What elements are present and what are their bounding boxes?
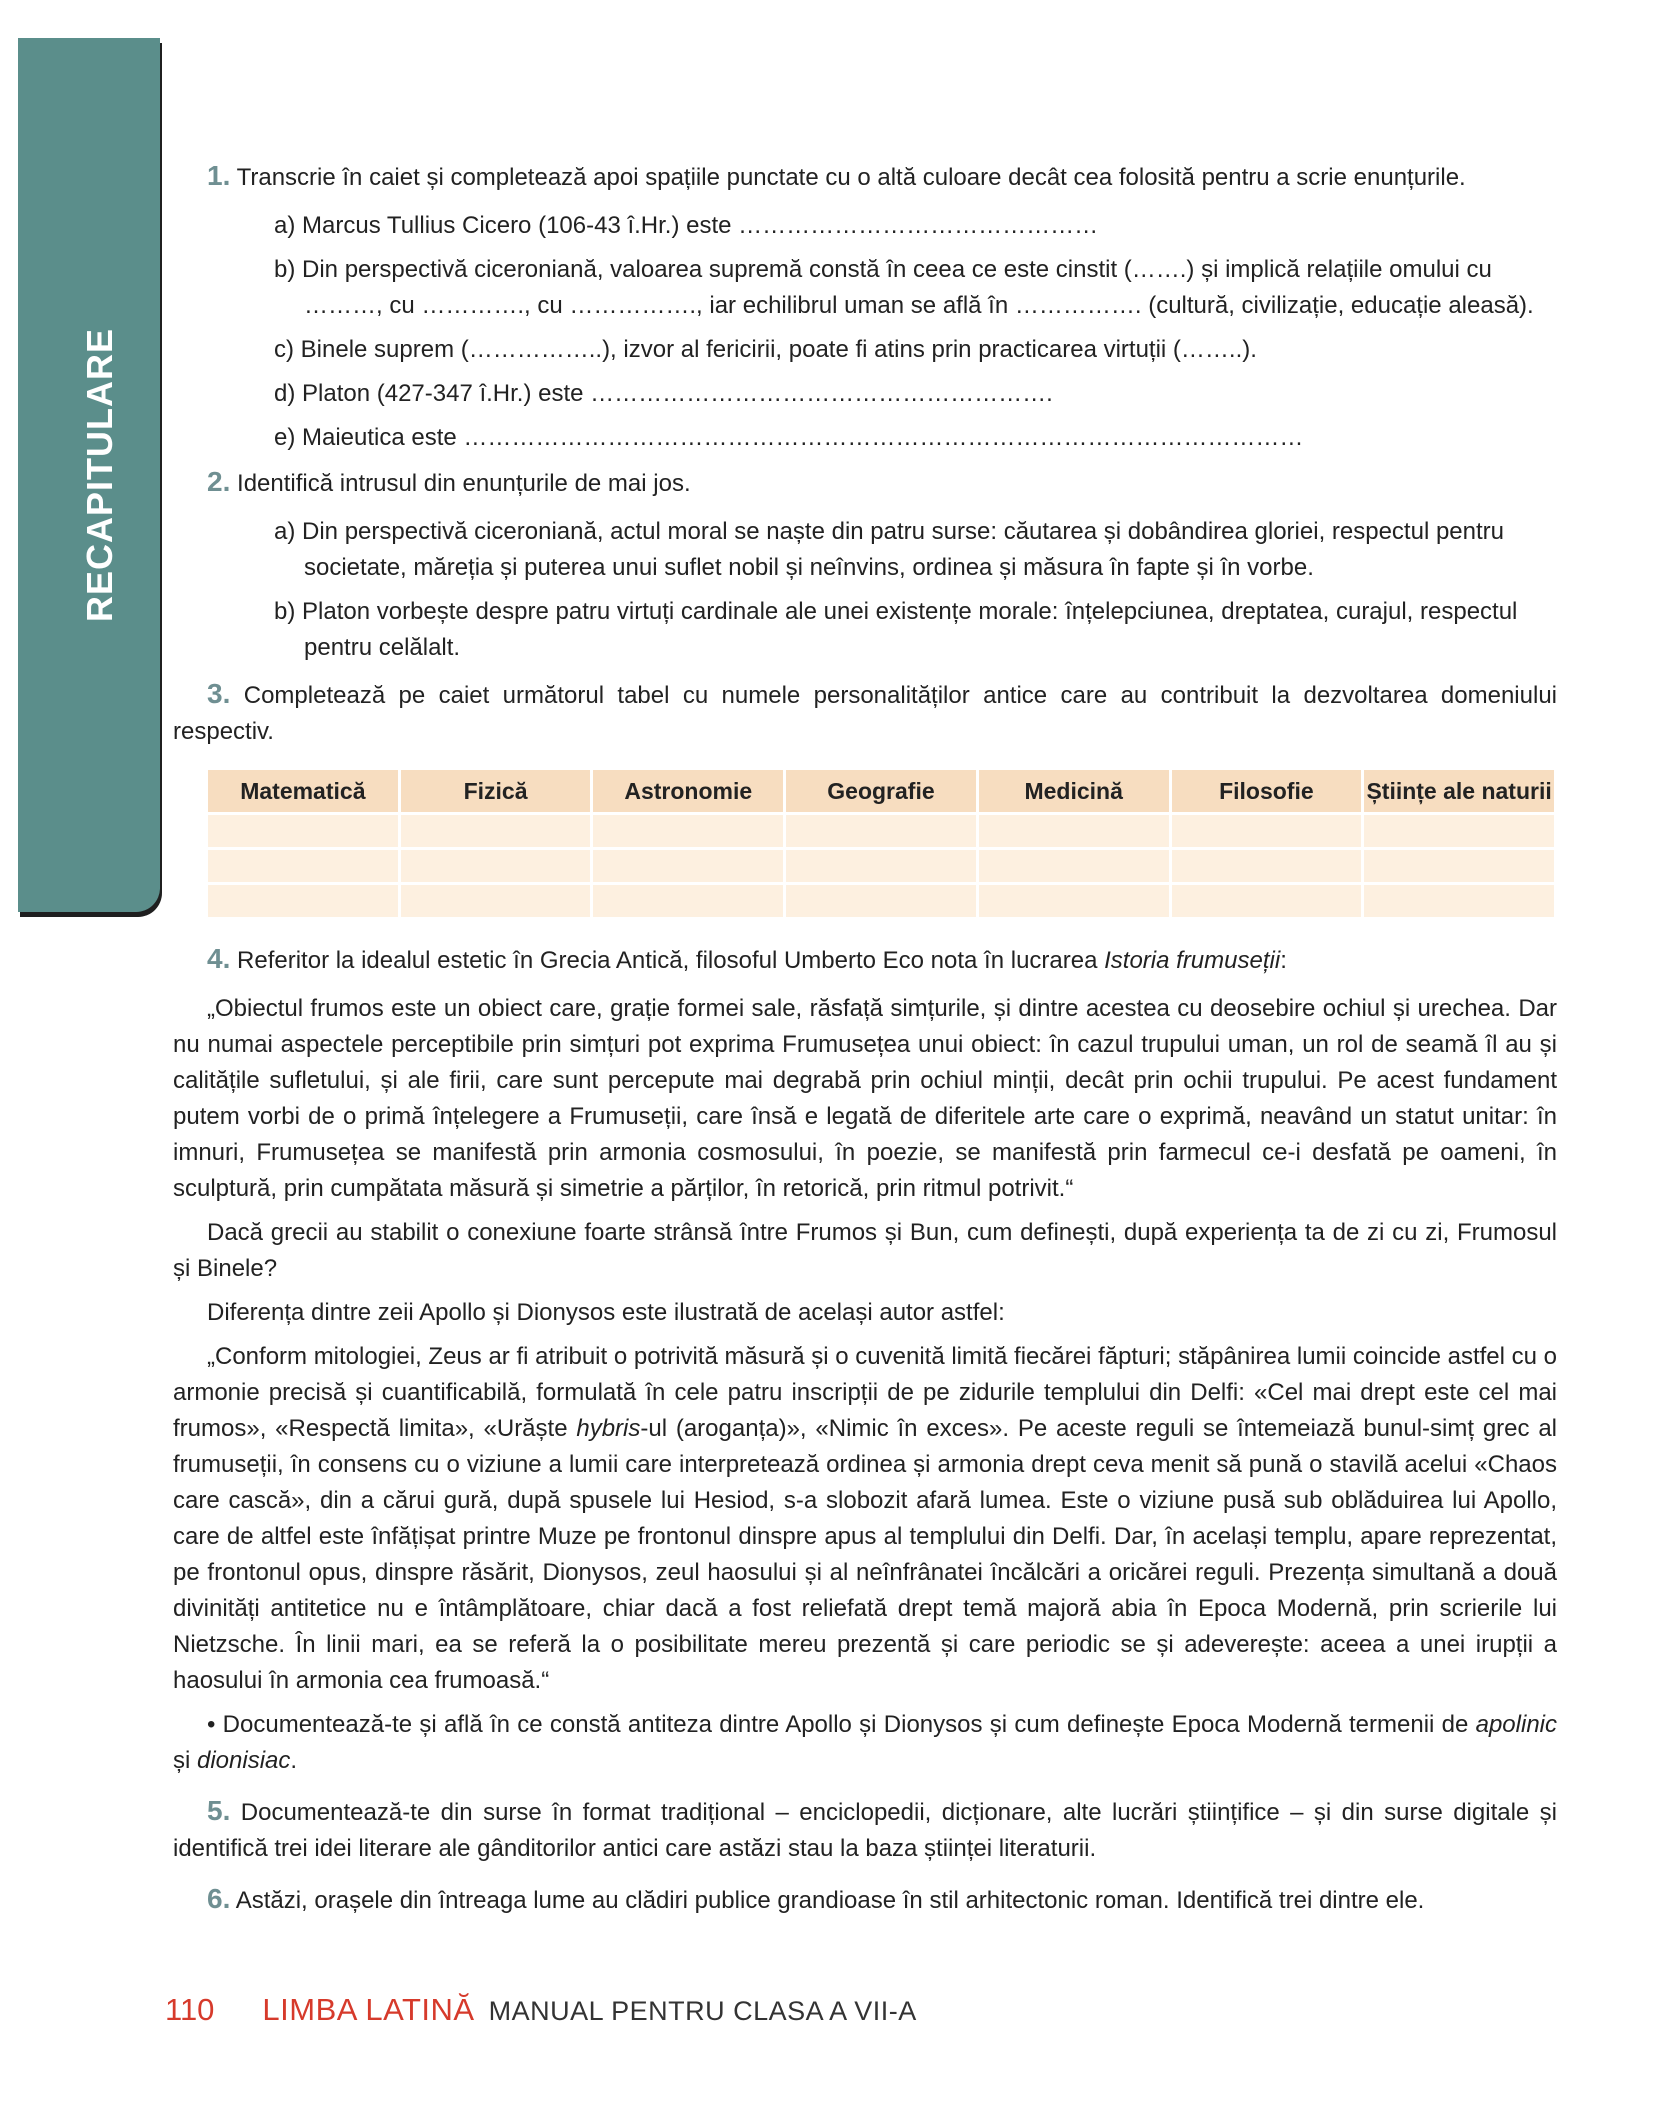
question-1-item-c: c) Binele suprem (……………..), izvor al fericirii, poate fi atins prin practicarea virtuții (……..). — [274, 336, 1257, 363]
question-3 — [173, 676, 1557, 750]
table-header-cell: Astronomie — [593, 770, 783, 812]
term-italic: dionisiac — [197, 1747, 291, 1774]
table-cell — [786, 812, 976, 847]
question-number: 6. — [207, 1883, 231, 1914]
book-title: Istoria frumuseții — [1104, 947, 1281, 974]
punctuation: : — [1280, 947, 1287, 974]
table-cell — [1172, 882, 1362, 917]
question-1-item-e: e) Maieutica este …………………………………………………………………………………………… — [274, 424, 1304, 451]
question-number: 4. — [207, 943, 231, 974]
punctuation: . — [290, 1747, 298, 1774]
question-text: Identifică intrusul din enunțurile de mai jos. — [237, 470, 691, 497]
table-cell — [401, 812, 591, 847]
page-footer — [165, 1990, 917, 2031]
table-cell — [979, 847, 1169, 882]
table-cell — [593, 812, 783, 847]
question-number: 2. — [207, 466, 231, 497]
task-bullet — [173, 1707, 1557, 1779]
table-cell — [979, 812, 1169, 847]
table-cell — [1364, 882, 1554, 917]
table-cell — [208, 882, 398, 917]
question-text: Documentează-te din surse în format tradițional – enciclopedii, dicționare, alte lucrări științifice – și din surse digitale și identifică trei idei literare ale gânditorilor antici care astăzi stau la baza științei literaturii. — [173, 1799, 1558, 1862]
table-row — [208, 847, 1554, 882]
table-header-cell: Fizică — [401, 770, 591, 812]
page-number: 110 — [165, 1992, 215, 2027]
table-cell — [401, 882, 591, 917]
task-text: și — [173, 1747, 197, 1774]
table-cell — [1364, 847, 1554, 882]
table-header-cell: Științe ale naturii — [1364, 770, 1554, 812]
question-1-item-d: d) Platon (427-347 î.Hr.) este …………………………………………………. — [274, 380, 1053, 407]
question-text: Completează pe caiet următorul tabel cu numele personalităților antice care au contribuit la dezvoltarea domeniului respectiv. — [173, 682, 1557, 745]
reflection-question: Dacă grecii au stabilit o conexiune foarte strânsă între Frumos și Bun, cum definești, după experiența ta de zi cu zi, Frumosul și Binele? — [173, 1219, 1557, 1282]
book-name: LIMBA LATINĂ — [262, 1992, 475, 2027]
quote-italic: hybris — [576, 1415, 641, 1442]
table-row — [208, 882, 1554, 917]
task-text: • Documentează-te și află în ce constă antiteza dintre Apollo și Dionysos și cum definește Epoca Modernă termenii de — [207, 1711, 1476, 1738]
table-cell — [786, 847, 976, 882]
question-number: 3. — [207, 678, 231, 709]
table-header-cell: Geografie — [786, 770, 976, 812]
book-subtitle: MANUAL PENTRU CLASA A VII-A — [488, 1996, 917, 2026]
question-6 — [207, 1881, 1557, 1919]
question-text: Referitor la idealul estetic în Grecia Antică, filosoful Umberto Eco nota în lucrarea — [237, 947, 1105, 974]
question-1-item-a: a) Marcus Tullius Cicero (106-43 î.Hr.) este ……………………………………… — [274, 212, 1099, 239]
question-2-item-a: a) Din perspectivă ciceroniană, actul moral se naște din patru surse: căutarea și dobândirea gloriei, respectul pentru societate, măreția și puterea unui suflet nobil și neînvins, ordinea și măsura în fapte și în vorbe. — [274, 518, 1504, 581]
question-2 — [207, 464, 1557, 502]
intro-paragraph: Diferența dintre zeii Apollo și Dionysos este ilustrată de același autor astfel: — [207, 1299, 1005, 1326]
question-1-item-b: b) Din perspectivă ciceroniană, valoarea supremă constă în ceea ce este cinstit (…….) și implică relațiile omului cu ………, cu …………., cu ……………., iar echilibrul uman se află în ……………. (cultură, civilizație, educație aleasă). — [274, 256, 1534, 319]
table-cell — [593, 882, 783, 917]
question-text: Astăzi, orașele din întreaga lume au clădiri publice grandioase în stil arhitectonic roman. Identifică trei dintre ele. — [235, 1887, 1425, 1914]
table-row — [208, 812, 1554, 847]
question-2-item-b: b) Platon vorbește despre patru virtuți cardinale ale unei existențe morale: înțelepciunea, dreptatea, curajul, respectul pentru celălalt. — [274, 598, 1518, 661]
quote-text: „Conform mitologiei, Zeus ar fi atribuit o potrivită măsură și o cuvenită limită fiecărei făpturi; stăpânirea lumii coincide astfel cu o armonie precisă și cuantificabilă, formulată în cele patru inscripții de pe zidurile templului din Delfi: «Cel mai drept este cel mai frumos», «Respectă limita», «Urăște — [173, 1343, 1557, 1442]
table-cell — [786, 882, 976, 917]
table-cell — [208, 812, 398, 847]
table-header-row — [208, 770, 1554, 812]
page-content — [173, 158, 1558, 1931]
table-header-cell: Matematică — [208, 770, 398, 812]
section-label: RECAPITULARE — [79, 327, 120, 623]
question-text: Transcrie în caiet și completează apoi spațiile punctate cu o altă culoare decât cea folosită pentru a scrie enunțurile. — [236, 164, 1466, 191]
table-cell — [401, 847, 591, 882]
table-cell — [1172, 847, 1362, 882]
question-1 — [207, 158, 1557, 196]
quote-text: -ul (aroganța)», «Nimic în exces». Pe aceste reguli se întemeiază bunul-simț grec al frumuseții, în consens cu o viziune a lumii care interpretează ordinea și armonia drept ceva menit să pună o stavilă acelui «Chaos care cască», din a cărui gură, după spusele lui Hesiod, s-a slobozit afară lumea. Este o viziune pusă sub oblăduirea lui Apollo, care de altfel este înfățișat printre Muze pe frontonul dinspre apus al templului din Delfi. Dar, în același templu, apare reprezentat, pe frontonul opus, dinspre răsărit, Dionysos, zeul haosului și al neînfrânatei încălcări a oricărei reguli. Prezența simultană a două divinități antitetice nu e întâmplătoare, chiar dacă a fost reliefată drept temă majoră abia în Epoca Modernă, prin scrierile lui Nietzsche. În linii mari, ea se referă la o posibilitate mereu prezentă și care periodic se și adeverește: aceea a unei irupții a haosului în armonia cea frumoasă.“ — [173, 1415, 1557, 1694]
question-5 — [173, 1793, 1557, 1867]
table-cell — [593, 847, 783, 882]
table-cell — [1364, 812, 1554, 847]
question-number: 1. — [207, 160, 231, 191]
table-header-cell: Filosofie — [1172, 770, 1362, 812]
table-header-cell: Medicină — [979, 770, 1169, 812]
quote-paragraph: „Obiectul frumos este un obiect care, grație formei sale, răsfață simțurile, și dintre acestea cu deosebire ochiul și urechea. Dar nu numai aspectele perceptibile prin simțuri pot exprima Frumusețea unui obiect: în cazul trupului uman, un rol de seamă îl au și calitățile sufletului, și ale firii, care sunt percepute mai degrabă prin ochiul minții, decât prin ochii trupului. Pe acest fundament putem vorbi de o primă înțelegere a Frumuseții, care însă e legată de diferitele arte care o exprimă, neavând un statut unitar: în imnuri, Frumusețea se manifestă prin armonia cosmosului, în poezie, se manifestă prin farmecul ce-i desfată pe oameni, în sculptură, prin cumpătata măsură și simetrie a părților, în retorică, prin ritmul potrivit.“ — [173, 995, 1557, 1202]
question-4 — [207, 941, 1557, 979]
table-cell — [208, 847, 398, 882]
term-italic: apolinic — [1475, 1711, 1557, 1738]
table-cell — [979, 882, 1169, 917]
quote-paragraph-2 — [173, 1339, 1557, 1699]
table-cell — [1172, 812, 1362, 847]
question-number: 5. — [207, 1795, 231, 1826]
domains-table — [205, 770, 1557, 917]
